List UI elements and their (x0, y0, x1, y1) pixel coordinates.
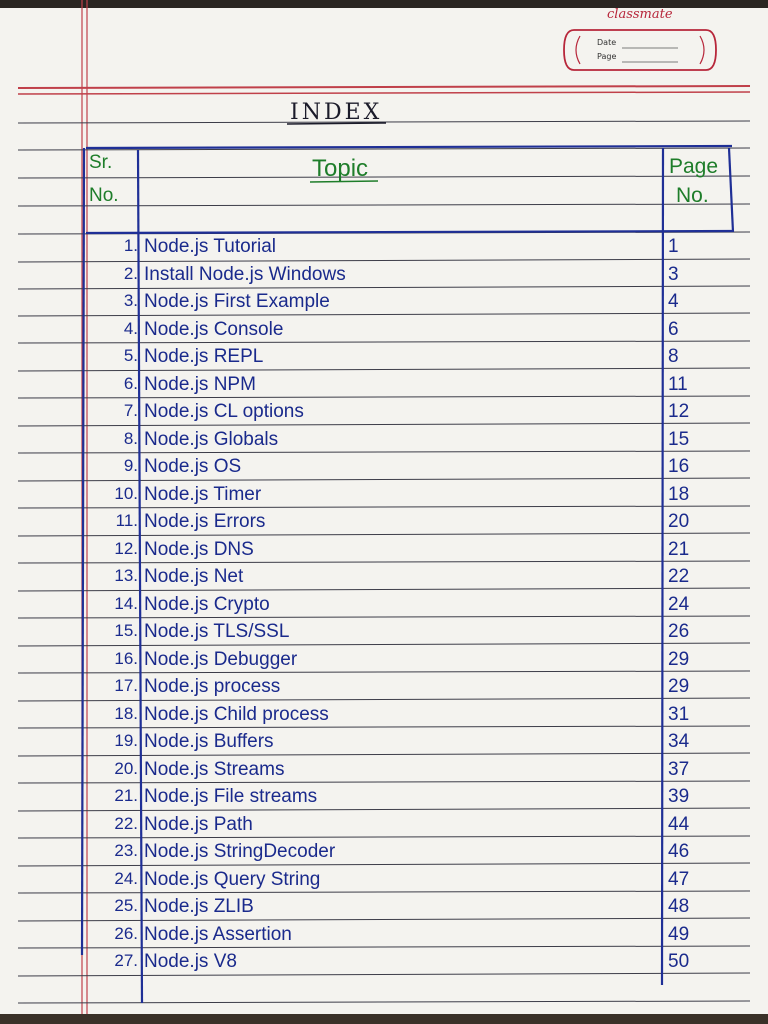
date-page-badge (560, 22, 720, 82)
entry-page: 34 (668, 731, 690, 752)
index-row (0, 456, 768, 483)
entry-page: 29 (668, 648, 690, 670)
entry-topic: Node.js Globals (144, 428, 279, 450)
index-row (0, 319, 768, 346)
header-sr-line2: No. (89, 185, 119, 206)
brand-logo: classmate (607, 7, 673, 22)
index-row (0, 484, 768, 511)
index-row (0, 786, 768, 813)
page-label: Page (597, 52, 617, 61)
date-label: Date (597, 38, 617, 47)
index-row (0, 841, 768, 868)
entry-page: 21 (668, 538, 690, 560)
index-row (0, 346, 768, 373)
entry-page: 37 (668, 758, 690, 780)
index-row (0, 429, 768, 456)
entry-page: 8 (668, 346, 679, 367)
entry-page: 3 (668, 263, 679, 285)
entry-number: 7. (123, 401, 138, 420)
entry-topic: Node.js ZLIB (144, 896, 254, 917)
entry-number: 24. (114, 868, 138, 888)
entry-topic: Node.js First Example (144, 291, 330, 312)
entry-number: 17. (114, 676, 138, 695)
entry-page: 11 (668, 373, 688, 395)
index-row (0, 924, 768, 951)
entry-page: 47 (668, 868, 690, 890)
entry-number: 11. (115, 511, 138, 530)
entry-page: 12 (668, 401, 690, 422)
entry-topic: Node.js V8 (144, 951, 237, 972)
entry-topic: Install Node.js Windows (144, 263, 346, 285)
index-row (0, 401, 768, 428)
entry-number: 15. (114, 621, 138, 640)
header-topic: Topic (312, 155, 369, 182)
entry-topic: Node.js Child process (144, 703, 329, 725)
index-row (0, 291, 768, 318)
entry-topic: Node.js Path (144, 813, 253, 835)
entry-number: 4. (123, 318, 138, 338)
entry-number: 21. (114, 786, 138, 805)
entry-page: 48 (668, 896, 690, 917)
index-row (0, 264, 768, 291)
entry-topic: Node.js Net (144, 566, 244, 587)
entry-number: 6. (123, 373, 138, 393)
index-row (0, 731, 768, 758)
index-row (0, 676, 768, 703)
entry-page: 24 (668, 593, 690, 615)
entry-topic: Node.js Tutorial (144, 236, 277, 257)
page-title: INDEX (290, 100, 383, 125)
index-row (0, 649, 768, 676)
entry-number: 2. (123, 263, 138, 283)
entry-topic: Node.js process (144, 676, 281, 697)
index-row (0, 539, 768, 566)
entry-page: 15 (668, 428, 690, 450)
entry-page: 20 (668, 511, 690, 532)
entry-topic: Node.js Console (144, 318, 284, 340)
index-row (0, 896, 768, 923)
entry-topic: Node.js Crypto (144, 593, 270, 615)
entry-page: 39 (668, 786, 690, 807)
entry-page: 18 (668, 483, 690, 505)
entry-topic: Node.js File streams (144, 786, 318, 807)
entry-number: 23. (114, 841, 138, 860)
header-sr-line1: Sr. (89, 152, 113, 173)
entry-topic: Node.js Errors (144, 511, 266, 532)
entry-page: 22 (668, 566, 690, 587)
entry-number: 22. (114, 813, 138, 833)
entry-number: 25. (114, 896, 138, 915)
entry-page: 49 (668, 923, 690, 945)
entry-number: 1. (123, 236, 138, 255)
index-row (0, 374, 768, 401)
entry-topic: Node.js Timer (144, 483, 262, 505)
entry-page: 46 (668, 841, 690, 862)
index-row (0, 594, 768, 621)
header-page-line2: No. (676, 184, 709, 207)
header-page-line1: Page (669, 155, 719, 178)
entry-topic: Node.js StringDecoder (144, 841, 336, 862)
entry-number: 9. (123, 456, 138, 475)
index-row (0, 704, 768, 731)
entry-number: 12. (114, 538, 138, 558)
page-bottom-edge (0, 1014, 768, 1024)
entry-number: 10. (114, 483, 138, 503)
entry-topic: Node.js Assertion (144, 923, 292, 945)
entry-topic: Node.js TLS/SSL (144, 621, 290, 642)
entry-page: 16 (668, 456, 690, 477)
entry-topic: Node.js OS (144, 456, 242, 477)
entry-topic: Node.js Debugger (144, 648, 298, 670)
index-row (0, 869, 768, 896)
entry-page: 1 (668, 236, 679, 257)
entry-number: 18. (114, 703, 138, 723)
entry-number: 3. (123, 291, 138, 310)
badge-frame-icon (560, 22, 720, 78)
entry-page: 4 (668, 291, 679, 312)
entry-page: 29 (668, 676, 690, 697)
entry-number: 20. (114, 758, 138, 778)
entry-number: 13. (114, 566, 138, 585)
index-row (0, 511, 768, 538)
entry-number: 5. (123, 346, 138, 365)
entry-number: 27. (114, 951, 138, 970)
index-row (0, 236, 768, 263)
entry-number: 16. (114, 648, 138, 668)
entry-number: 19. (114, 731, 138, 750)
entry-topic: Node.js Buffers (144, 731, 274, 752)
entry-page: 26 (668, 621, 690, 642)
index-row (0, 951, 768, 978)
entry-topic: Node.js Query String (144, 868, 321, 890)
entry-page: 44 (668, 813, 690, 835)
entry-number: 14. (114, 593, 138, 613)
entry-page: 6 (668, 318, 679, 340)
entry-topic: Node.js Streams (144, 758, 285, 780)
entry-number: 26. (114, 923, 138, 943)
entry-page: 50 (668, 951, 690, 972)
entry-topic: Node.js REPL (144, 346, 264, 367)
entry-topic: Node.js DNS (144, 538, 254, 560)
index-row (0, 566, 768, 593)
entry-number: 8. (123, 428, 138, 448)
entry-topic: Node.js NPM (144, 373, 256, 395)
index-row (0, 759, 768, 786)
index-row (0, 621, 768, 648)
index-row (0, 814, 768, 841)
entry-topic: Node.js CL options (144, 401, 304, 422)
entry-page: 31 (668, 703, 690, 725)
